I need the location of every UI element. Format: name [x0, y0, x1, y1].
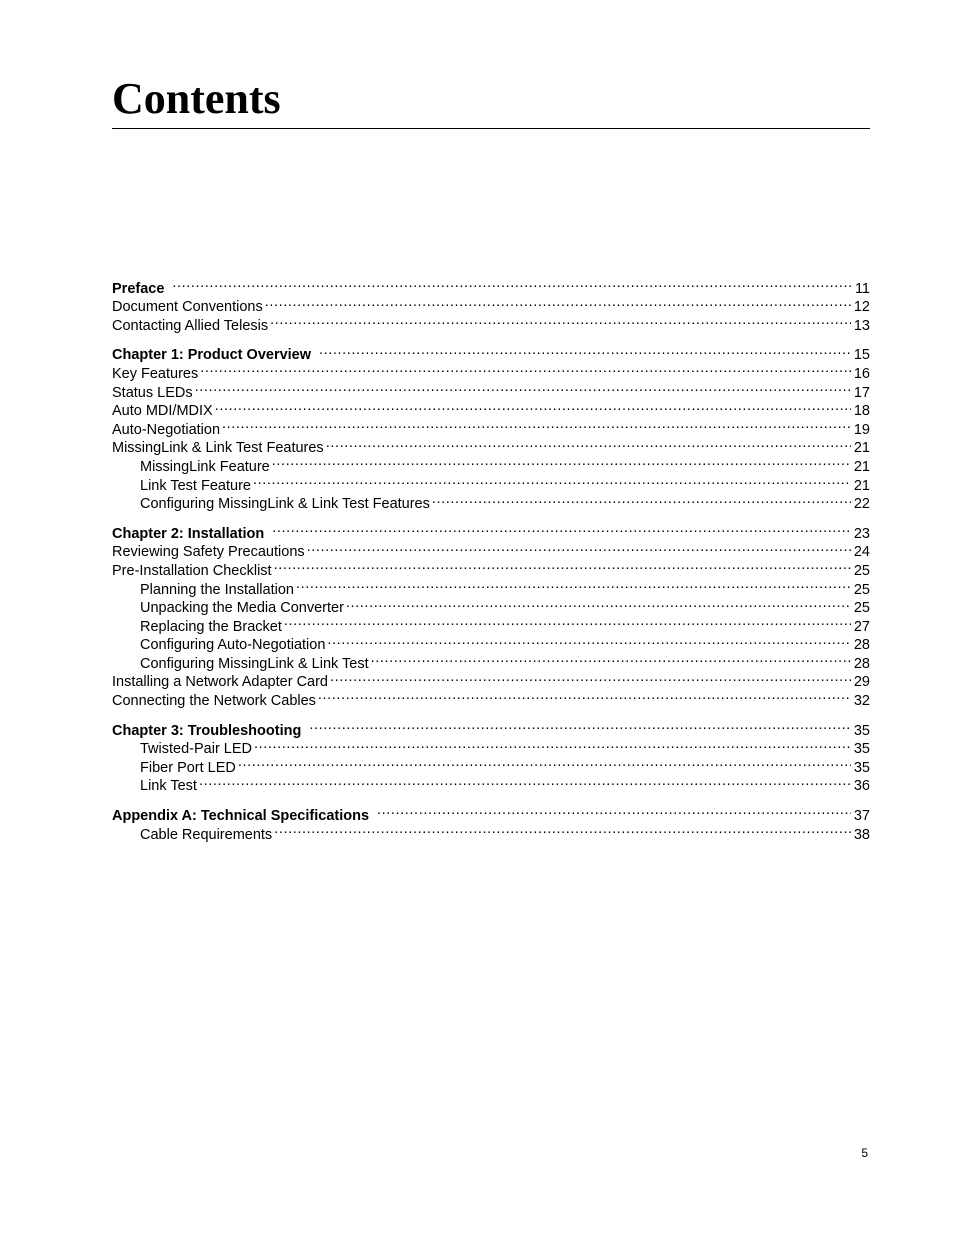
toc-entry-page: 25 [853, 562, 870, 579]
dot-leader [284, 612, 851, 631]
toc-entry-page: 17 [853, 384, 870, 401]
toc-entry-title: Key Features [112, 365, 199, 382]
toc-entry-title: Pre-Installation Checklist [112, 562, 272, 579]
table-of-contents [112, 274, 870, 850]
dot-leader [432, 490, 851, 509]
dot-leader [327, 631, 850, 650]
toc-entry-title: Link Test [140, 778, 197, 795]
toc-entry-title: Chapter 1: Product Overview [112, 347, 312, 364]
toc-entry-title: Status LEDs [112, 384, 193, 401]
toc-entry-page: 29 [853, 674, 870, 691]
toc-entry-title: Connecting the Network Cables [112, 693, 316, 710]
toc-entry-page: 22 [853, 496, 870, 513]
toc-entry[interactable] [112, 415, 870, 438]
toc-chapter-entry[interactable] [112, 274, 870, 297]
toc-entry-page: 18 [853, 403, 870, 420]
page-title: Contents [112, 74, 281, 123]
toc-entry-page: 13 [853, 317, 870, 334]
toc-entry-title: Chapter 3: Troubleshooting [112, 722, 302, 739]
dot-leader [346, 594, 851, 613]
toc-entry-title: Document Conventions [112, 299, 263, 316]
toc-entry-title: Fiber Port LED [140, 759, 236, 776]
dot-leader [222, 415, 851, 434]
toc-entry[interactable] [112, 293, 870, 316]
toc-entry-page: 35 [853, 741, 870, 758]
toc-entry-title: Auto MDI/MDIX [112, 403, 213, 420]
toc-entry-page: 25 [853, 600, 870, 617]
toc-entry-page: 16 [853, 365, 870, 382]
toc-entry-title: MissingLink Feature [140, 458, 270, 475]
toc-entry[interactable] [112, 397, 870, 420]
toc-entry-page: 23 [853, 525, 870, 542]
toc-chapter-entry[interactable] [112, 519, 870, 542]
dot-leader [309, 716, 851, 735]
dot-leader [254, 735, 851, 754]
dot-leader [296, 575, 851, 594]
toc-entry[interactable] [112, 378, 870, 401]
toc-entry-page: 21 [853, 477, 870, 494]
toc-entry-page: 38 [853, 826, 870, 843]
toc-entry-title: Link Test Feature [140, 477, 251, 494]
toc-entry-title: Unpacking the Media Converter [140, 600, 344, 617]
toc-entry-page: 28 [853, 637, 870, 654]
dot-leader [215, 397, 851, 416]
dot-leader [307, 538, 851, 557]
toc-entry-page: 19 [853, 421, 870, 438]
dot-leader [238, 753, 851, 772]
toc-entry-title: Chapter 2: Installation [112, 525, 265, 542]
toc-entry-title: Reviewing Safety Precautions [112, 544, 305, 561]
dot-leader [377, 801, 851, 820]
dot-leader [195, 378, 851, 397]
toc-group [112, 519, 870, 710]
dot-leader [371, 649, 851, 668]
toc-entry[interactable] [112, 359, 870, 382]
toc-entry-title: MissingLink & Link Test Features [112, 440, 324, 457]
toc-entry[interactable] [112, 434, 870, 457]
toc-entry-page: 36 [853, 778, 870, 795]
toc-entry-title: Auto-Negotiation [112, 421, 221, 438]
dot-leader [172, 274, 852, 293]
toc-entry-page: 35 [853, 722, 870, 739]
toc-entry-page: 28 [853, 655, 870, 672]
toc-entry-page: 32 [853, 693, 870, 710]
title-divider [112, 128, 870, 129]
toc-entry-page: 21 [853, 458, 870, 475]
toc-entry-page: 37 [853, 808, 870, 825]
toc-group [112, 341, 870, 513]
dot-leader [200, 359, 851, 378]
dot-leader [199, 772, 851, 791]
toc-entry-page: 15 [853, 347, 870, 364]
toc-entry-page: 35 [853, 759, 870, 776]
toc-entry-page: 11 [854, 280, 870, 297]
toc-entry-title: Configuring Auto-Negotiation [140, 637, 326, 654]
toc-entry-page: 25 [853, 581, 870, 598]
dot-leader [270, 311, 851, 330]
dot-leader [326, 434, 851, 453]
toc-entry-title: Contacting Allied Telesis [112, 317, 269, 334]
dot-leader [265, 293, 851, 312]
toc-entry-title: Replacing the Bracket [140, 618, 282, 635]
toc-entry-title: Planning the Installation [140, 581, 294, 598]
dot-leader [274, 820, 851, 839]
toc-entry-title: Preface [112, 280, 165, 297]
toc-entry-title: Configuring MissingLink & Link Test [140, 655, 369, 672]
toc-entry-page: 24 [853, 544, 870, 561]
toc-entry[interactable] [112, 772, 870, 795]
toc-group [112, 716, 870, 795]
dot-leader [274, 556, 851, 575]
toc-entry-page: 21 [853, 440, 870, 457]
dot-leader [318, 686, 851, 705]
toc-group [112, 801, 870, 843]
toc-entry-title: Configuring MissingLink & Link Test Features [140, 496, 430, 513]
toc-chapter-entry[interactable] [112, 341, 870, 364]
toc-chapter-entry[interactable] [112, 716, 870, 739]
toc-entry-page: 12 [853, 299, 870, 316]
dot-leader [253, 471, 851, 490]
toc-entry-title: Twisted-Pair LED [140, 741, 253, 758]
toc-chapter-entry[interactable] [112, 801, 870, 825]
dot-leader [319, 341, 851, 360]
toc-entry-page: 27 [853, 618, 870, 635]
toc-group [112, 274, 870, 334]
dot-leader [272, 452, 851, 471]
dot-leader [330, 668, 851, 687]
toc-entry-title: Appendix A: Technical Specifications [112, 808, 370, 825]
toc-entry-title: Cable Requirements [140, 826, 273, 843]
toc-entry-title: Installing a Network Adapter Card [112, 674, 328, 691]
page-number: 5 [861, 1146, 868, 1160]
dot-leader [272, 519, 851, 538]
